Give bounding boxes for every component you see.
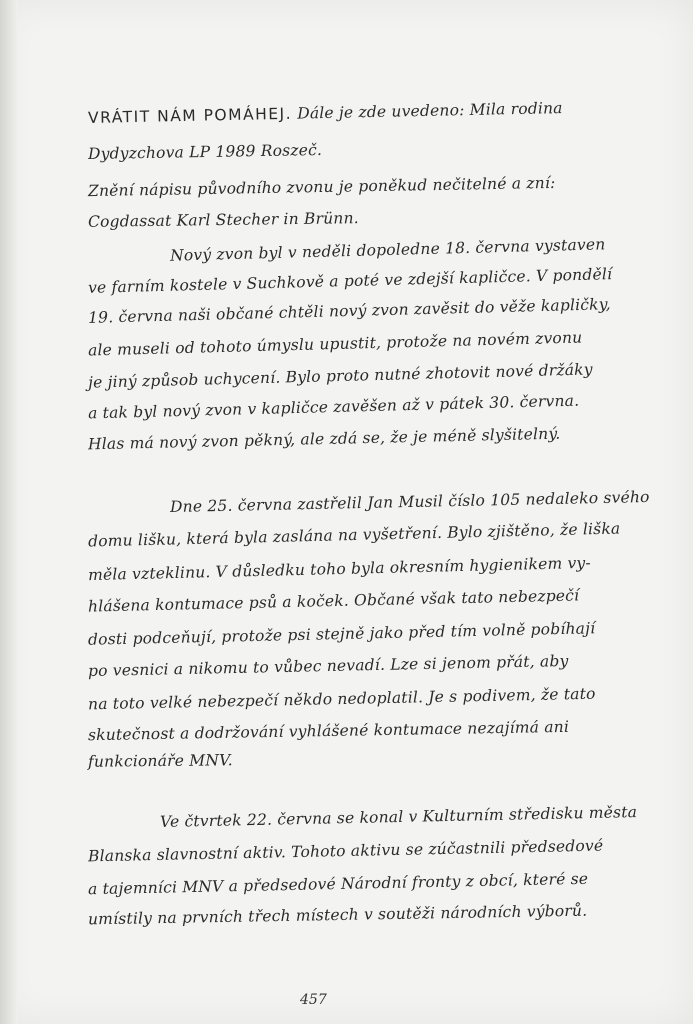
text-line-7: 19. června naši občané chtěli nový zvon zavěsit do věže kapličky,	[87, 295, 611, 327]
text-line-17: po vesnici a nikomu to vůbec nevadí. Lze si jenom přát, aby	[87, 651, 569, 681]
text-line-18: na toto velké nebezpečí někdo nedoplatil. Je s podivem, že tato	[87, 684, 596, 714]
line-text: Dále je zde uvedeno: Mila rodina	[297, 99, 563, 123]
heading-caps: VRÁTIT NÁM POMÁHEJ.	[87, 104, 293, 127]
text-line-14: měla vzteklinu. V důsledku toho byla okresním hygienikem vy-	[87, 553, 592, 585]
page-number: 457	[300, 992, 327, 1008]
text-line-20: funkcionáře MNV.	[87, 751, 233, 771]
text-line-11: Hlas má nový zvon pěkný, ale zdá se, že je méně slyšitelný.	[87, 424, 561, 454]
text-line-9: je jiný způsob uchycení. Bylo proto nutné zhotovit nové držáky	[87, 360, 593, 392]
page-binding-edge	[0, 0, 18, 1024]
text-line-22: Blanska slavnostní aktiv. Tohoto aktivu se zúčastnili předsedové	[87, 836, 604, 866]
text-line-10: a tak byl nový zvon v kapličce zavěšen až v pátek 30. června.	[87, 391, 580, 423]
text-line-4: Cogdassat Karl Stecher in Brünn.	[87, 209, 359, 231]
text-line-8: ale museli od tohoto úmyslu upustit, protože na novém zvonu	[87, 328, 583, 360]
text-line-24: umístily na prvních třech místech v soutěži národních výborů.	[87, 901, 588, 929]
text-line-3: Znění nápisu původního zvonu je poněkud nečitelné a zní:	[87, 173, 556, 201]
text-line-23: a tajemníci MNV a předsedové Národní fronty z obcí, které se	[87, 869, 589, 899]
text-line-1	[88, 99, 563, 127]
text-line-12: Dne 25. června zastřelil Jan Musil číslo 105 nedaleko svého	[169, 487, 650, 517]
text-line-13: domu lišku, která byla zaslána na vyšetření. Bylo zjištěno, že liška	[87, 519, 621, 551]
text-line-6: ve farním kostele v Suchkově a poté ve zdejší kapličce. V pondělí	[87, 265, 613, 297]
text-line-15: hlášena kontumace psů a koček. Občané však tato nebezpečí	[87, 586, 580, 616]
text-line-16: dosti podceňují, protože psi stejně jako před tím volně pobíhají	[87, 619, 596, 649]
text-line-5: Nový zvon byl v neděli dopoledne 18. června vystaven	[169, 235, 606, 265]
text-line-21: Ve čtvrtek 22. června se konal v Kulturním středisku města	[159, 803, 638, 831]
text-line-2: Dydyzchova LP 1989 Roszeč.	[87, 140, 323, 164]
text-line-19: skutečnost a dodržování vyhlášené kontumace nezajímá ani	[87, 717, 570, 745]
